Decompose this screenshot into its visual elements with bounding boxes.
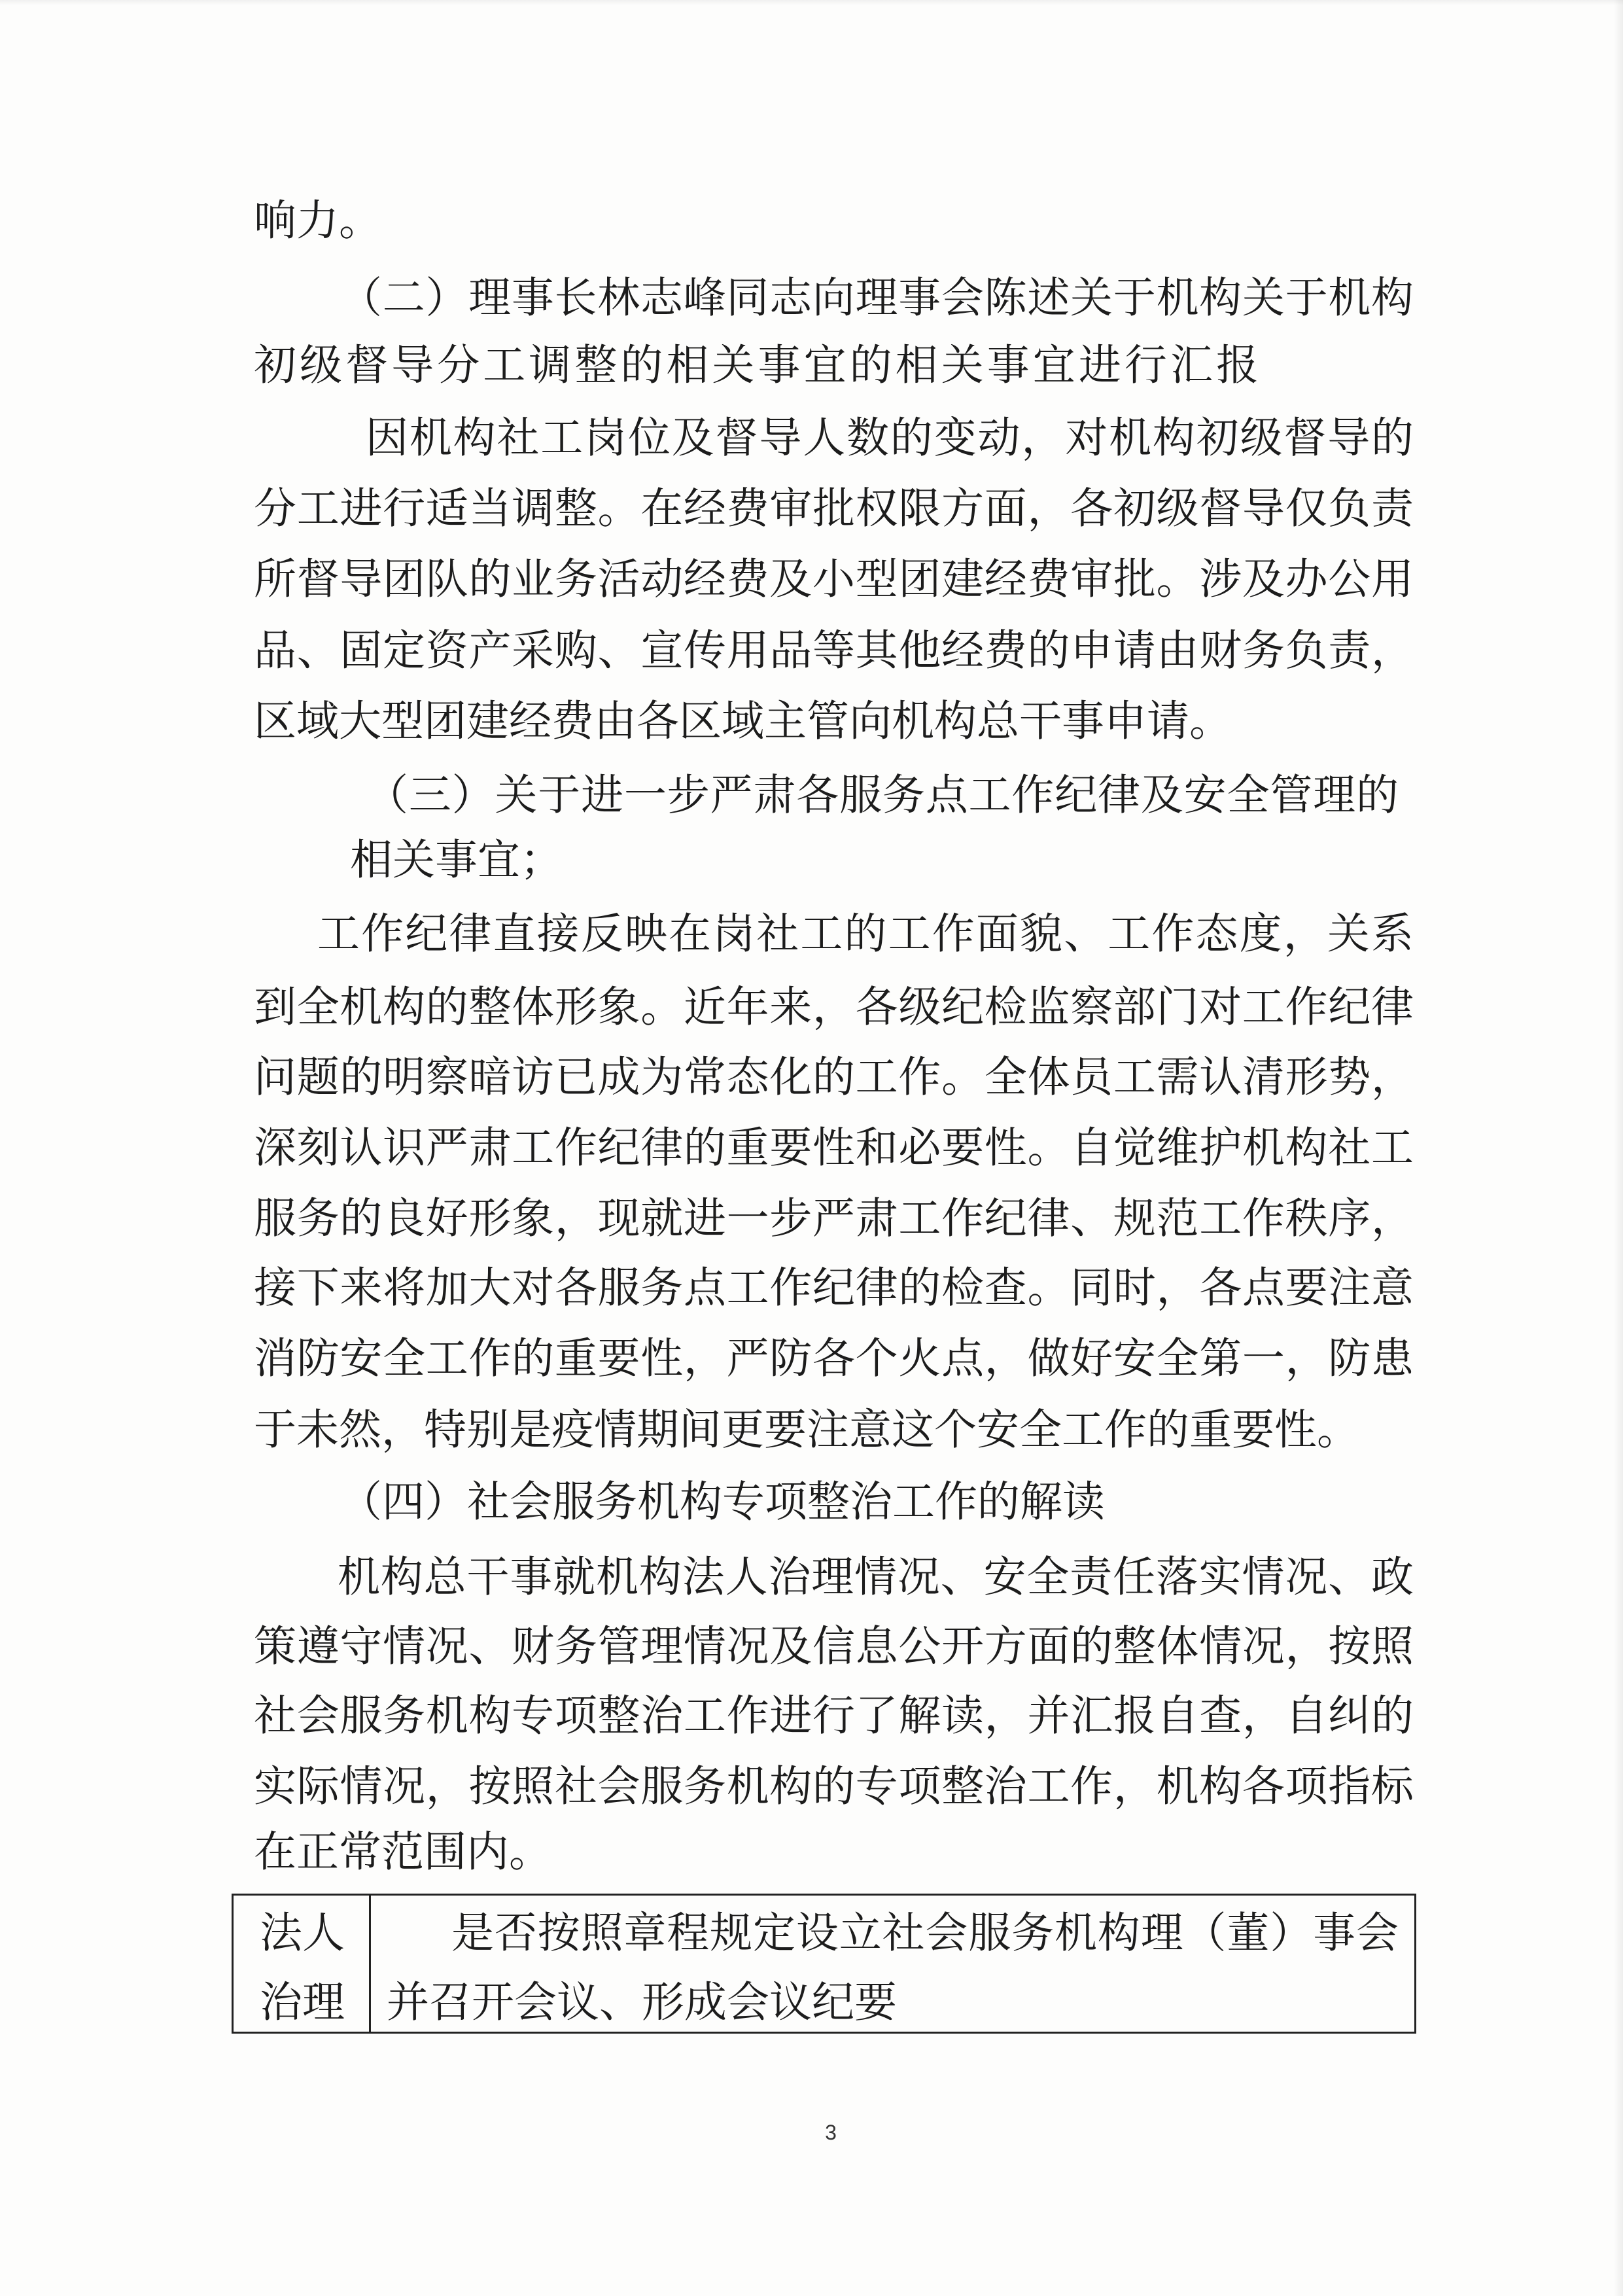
section-3-body-line: 接下来将加大对各服务点工作纪律的检查。同时，各点要注意	[254, 1263, 1414, 1313]
section-4-body-line: 策遵守情况、财务管理情况及信息公开方面的整体情况，按照	[254, 1622, 1414, 1671]
section-3-body-line: 工作纪律直接反映在岗社工的工作面貌、工作态度，关系	[317, 910, 1414, 959]
page-number: 3	[825, 2121, 837, 2144]
table-item-line: 并召开会议、形成会议纪要	[387, 1978, 898, 2027]
section-4-heading-line: （四）社会服务机构专项整治工作的解读	[340, 1477, 1106, 1527]
scan-edge-right	[1614, 0, 1623, 2296]
governance-table	[232, 1894, 1416, 2034]
section-3-heading-line: 相关事宜；	[350, 836, 563, 885]
table-item-line: 是否按照章程规定设立社会服务机构理（董）事会	[451, 1909, 1399, 1958]
section-2-body-line: 分工进行适当调整。在经费审批权限方面，各初级督导仅负责	[254, 484, 1414, 533]
section-2-body-line: 所督导团队的业务活动经费及小型团建经费审批。涉及办公用	[254, 555, 1414, 604]
section-2-body-line: 品、固定资产采购、宣传用品等其他经费的申请由财务负责，	[254, 626, 1414, 675]
section-3-heading-line: （三）关于进一步严肃各服务点工作纪律及安全管理的	[366, 771, 1399, 820]
section-4-body-line: 社会服务机构专项整治工作进行了解读，并汇报自查，自纠的	[254, 1691, 1414, 1740]
section-4-body-line: 实际情况，按照社会服务机构的专项整治工作，机构各项指标	[254, 1762, 1414, 1811]
section-3-body-line: 问题的明察暗访已成为常态化的工作。全体员工需认清形势，	[254, 1053, 1414, 1102]
section-2-heading-line: （二）理事长林志峰同志向理事会陈述关于机构关于机构	[340, 274, 1414, 323]
section-4-body-line: 在正常范围内。	[254, 1828, 552, 1877]
section-2-body-line: 区域大型团建经费由各区域主管向机构总干事申请。	[254, 697, 1232, 746]
table-category-line: 治理	[260, 1978, 345, 2027]
table-column-divider	[369, 1896, 371, 2032]
section-2-heading-line: 初级督导分工调整的相关事宜的相关事宜进行汇报	[254, 341, 1259, 390]
scan-edge-top	[0, 0, 1623, 5]
section-3-body-line: 到全机构的整体形象。近年来，各级纪检监察部门对工作纪律	[254, 983, 1414, 1032]
section-4-body-line: 机构总干事就机构法人治理情况、安全责任落实情况、政	[338, 1553, 1414, 1602]
section-3-body-line: 于未然，特别是疫情期间更要注意这个安全工作的重要性。	[254, 1405, 1360, 1455]
section-2-body-line: 因机构社工岗位及督导人数的变动，对机构初级督导的	[366, 414, 1414, 463]
section-3-body-line: 消防安全工作的重要性，严防各个火点，做好安全第一，防患	[254, 1334, 1414, 1383]
section-3-body-line: 深刻认识严肃工作纪律的重要性和必要性。自觉维护机构社工	[254, 1123, 1414, 1173]
table-category-line: 法人	[260, 1909, 345, 1958]
paragraph-continuation: 响力。	[254, 196, 382, 245]
section-3-body-line: 服务的良好形象，现就进一步严肃工作纪律、规范工作秩序，	[254, 1194, 1414, 1243]
